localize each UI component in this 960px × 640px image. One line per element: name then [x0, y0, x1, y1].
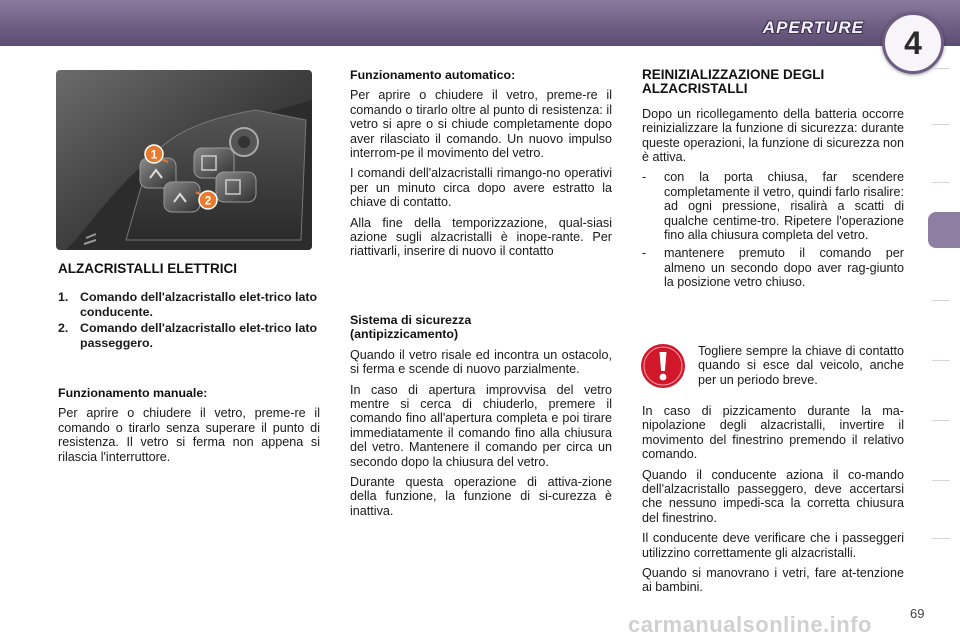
warning-paragraph: In caso di pizzicamento durante la ma-nipolazione degli alzacristalli, invertire il movimento del finestrino premendo il relativo comando.	[642, 404, 904, 462]
safety-paragraph: Quando il vetro risale ed incontra un ostacolo, si ferma e scende di nuovo parzialmente.	[350, 347, 612, 377]
list-item: - con la porta chiusa, far scendere completamente il vetro, quindi farlo risalire: ad ogni pressione, risalirà a scatti di qualche centime-tro. Ripetere l'operazione fino alla chiusura completa del vetro.	[642, 170, 904, 243]
safety-paragraph: Durante questa operazione di attiva-zione della funzione, la funzione di si-curezza è inattiva.	[350, 475, 612, 518]
safety-system-title: Sistema di sicurezza (antipizzicamento)	[350, 313, 472, 342]
left-column	[58, 262, 320, 470]
middle-column	[350, 68, 612, 265]
list-item: 2. Comando dell'alzacristallo elet-trico lato passeggero.	[58, 321, 318, 350]
right-column	[642, 68, 904, 294]
section-title-electric-windows: ALZACRISTALLI ELETTRICI	[58, 261, 237, 276]
svg-text:2: 2	[204, 193, 212, 208]
warning-text: Togliere sempre la chiave di contatto quando si esce dal veicolo, anche per un periodo breve.	[698, 344, 904, 387]
warning-paragraph: Quando il conducente aziona il co-mando dell'alzacristallo passeggero, deve accertarsi che nessuno impedi-sca la corretta chiusura del finestrino.	[642, 467, 904, 525]
manual-operation-title: Funzionamento manuale:	[58, 386, 208, 401]
reset-steps	[642, 170, 904, 289]
list-item: 1. Comando dell'alzacristallo elet-trico lato conducente.	[58, 290, 318, 319]
reset-title: REINIZIALIZZAZIONE DEGLI ALZACRISTALLI	[642, 67, 825, 97]
watermark: carmanualsonline.info	[628, 612, 872, 637]
right-column-warnings	[642, 404, 904, 601]
reset-intro: Dopo un ricollegamento della batteria occorre reinizializzare la funzione di sicurezza: durante queste operazioni, la funzione di sicurezza non è attiva.	[642, 106, 904, 165]
auto-paragraph: Alla fine della temporizzazione, qual-siasi azione sugli alzacristalli è inope-rante. Per riattivarli, inserire di nuovo il contatto	[350, 215, 612, 259]
warning-paragraph: Il conducente deve verificare che i passeggeri utilizzino correttamente gli alzacristalli.	[642, 531, 904, 560]
safety-paragraph: In caso di apertura improvvisa del vetro mentre si cerca di chiuderlo, premere il comando fino all'apertura completa e poi tirare immediatamente il comando fino alla chiusura del vetro. Mantenere il comando per circa un secondo dopo la chiusura del vetro.	[350, 382, 612, 469]
list-item: - mantenere premuto il comando per almeno un secondo dopo aver rag-giunto la posizione vetro chiuso.	[642, 246, 904, 290]
chapter-number: 4	[904, 24, 922, 61]
svg-text:1: 1	[150, 147, 158, 162]
chapter-title: APERTURE	[762, 18, 864, 37]
chapter-tabs	[928, 68, 950, 578]
window-switch-photo	[56, 70, 312, 250]
callout-2	[199, 191, 217, 209]
middle-column-safety	[350, 313, 612, 524]
auto-paragraph: Per aprire o chiudere il vetro, preme-re il comando o tirarlo oltre al punto di resistenza: il vetro si apre o si chiude completamente dopo aver rilasciato il comando. Un nuovo impulso interrom-pe il movimento del vetro.	[350, 88, 612, 161]
auto-paragraph: I comandi dell'alzacristalli rimango-no operativi per un minuto circa dopo avere estratto la chiave di contatto.	[350, 166, 612, 210]
page-number: 69	[910, 606, 925, 621]
manual-operation-text: Per aprire o chiudere il vetro, preme-re il comando o tirarlo senza superare il punto di resistenza. Il vetro si ferma non appena si rilascia l'interruttore.	[58, 406, 320, 464]
auto-operation-title: Funzionamento automatico:	[350, 68, 516, 82]
active-chapter-tab[interactable]	[928, 212, 960, 248]
exclamation-icon	[640, 343, 686, 394]
component-list	[58, 290, 320, 350]
warning-paragraph: Quando si manovrano i vetri, fare at-tenzione ai bambini.	[642, 566, 904, 595]
warning-box	[698, 344, 904, 393]
chapter-badge	[882, 12, 944, 74]
callout-1	[145, 145, 163, 163]
